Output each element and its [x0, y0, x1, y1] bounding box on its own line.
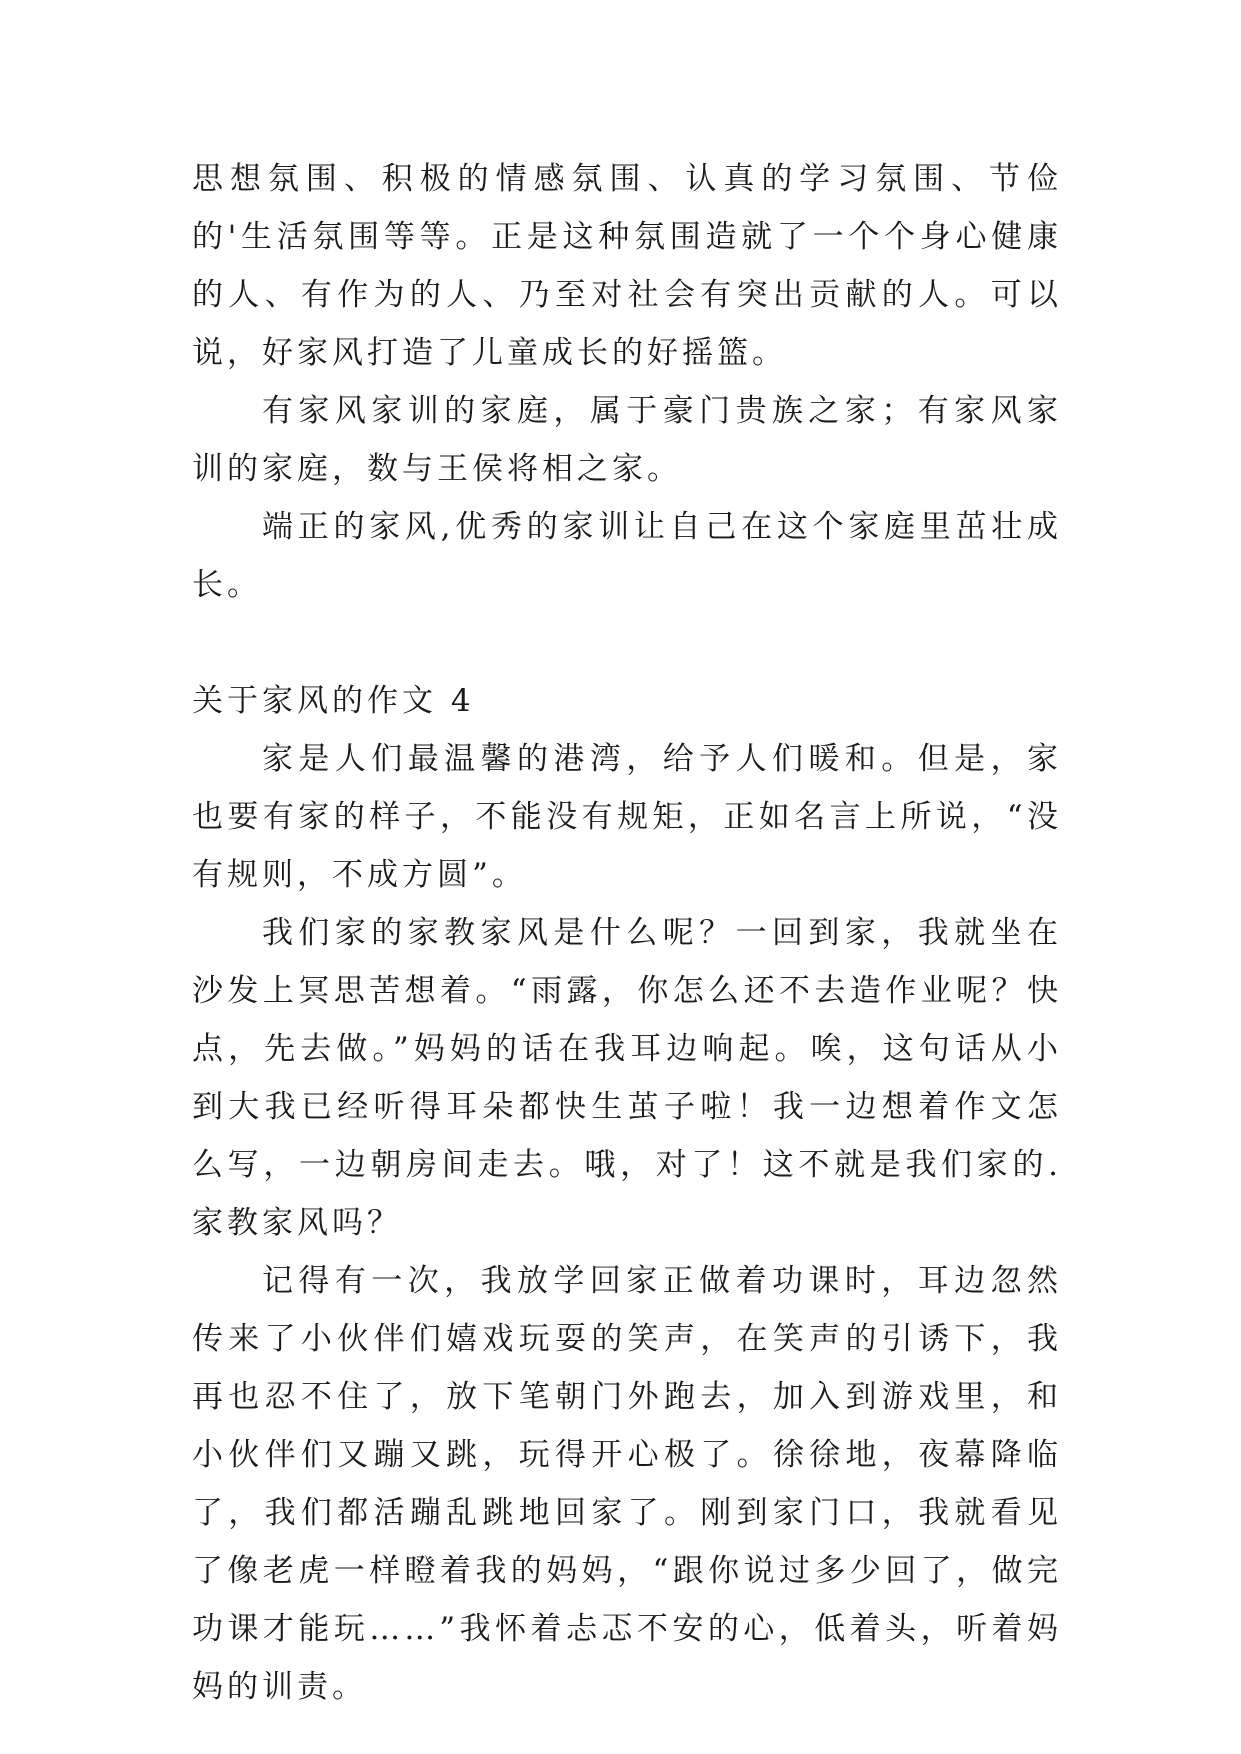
- paragraph-continued: 思想氛围、积极的情感氛围、认真的学习氛围、节俭的'生活氛围等等。正是这种氛围造就了一个个身心健康的人、有作为的人、乃至对社会有突出贡献的人。可以说，好家风打造了儿童成长的好摇篮。: [192, 161, 1062, 371]
- paragraph-family-education: 我们家的家教家风是什么呢？一回到家，我就坐在沙发上冥思苦想着。“雨露，你怎么还不去造作业呢？快点，先去做。”妈妈的话在我耳边响起。唉，这句话从小到大我已经听得耳朵都快生茧子啦！我一边想着作文怎么写，一边朝房间走去。哦，对了！这不就是我们家的.家教家风吗？: [192, 915, 1062, 1241]
- essay-heading: 关于家风的作文 4: [192, 683, 475, 719]
- document-body: [192, 150, 1062, 1716]
- paragraph-family-rules: 有家风家训的家庭，属于豪门贵族之家；有家风家训的家庭，数与王侯将相之家。: [192, 393, 1062, 487]
- paragraph-upright-family: 端正的家风,优秀的家训让自己在这个家庭里茁壮成长。: [192, 509, 1062, 603]
- section-spacer: [192, 614, 1062, 672]
- paragraph-home-harbor: 家是人们最温馨的港湾，给予人们暖和。但是，家也要有家的样子，不能没有规矩，正如名言上所说，“没有规则，不成方圆”。: [192, 741, 1062, 893]
- paragraph-memory: 记得有一次，我放学回家正做着功课时，耳边忽然传来了小伙伴们嬉戏玩耍的笑声，在笑声的引诱下，我再也忍不住了，放下笔朝门外跑去，加入到游戏里，和小伙伴们又蹦又跳，玩得开心极了。徐徐地，夜幕降临了，我们都活蹦乱跳地回家了。刚到家门口，我就看见了像老虎一样瞪着我的妈妈，“跟你说过多少回了，做完功课才能玩……”我怀着忐忑不安的心，低着头，听着妈妈的训责。: [192, 1263, 1062, 1705]
